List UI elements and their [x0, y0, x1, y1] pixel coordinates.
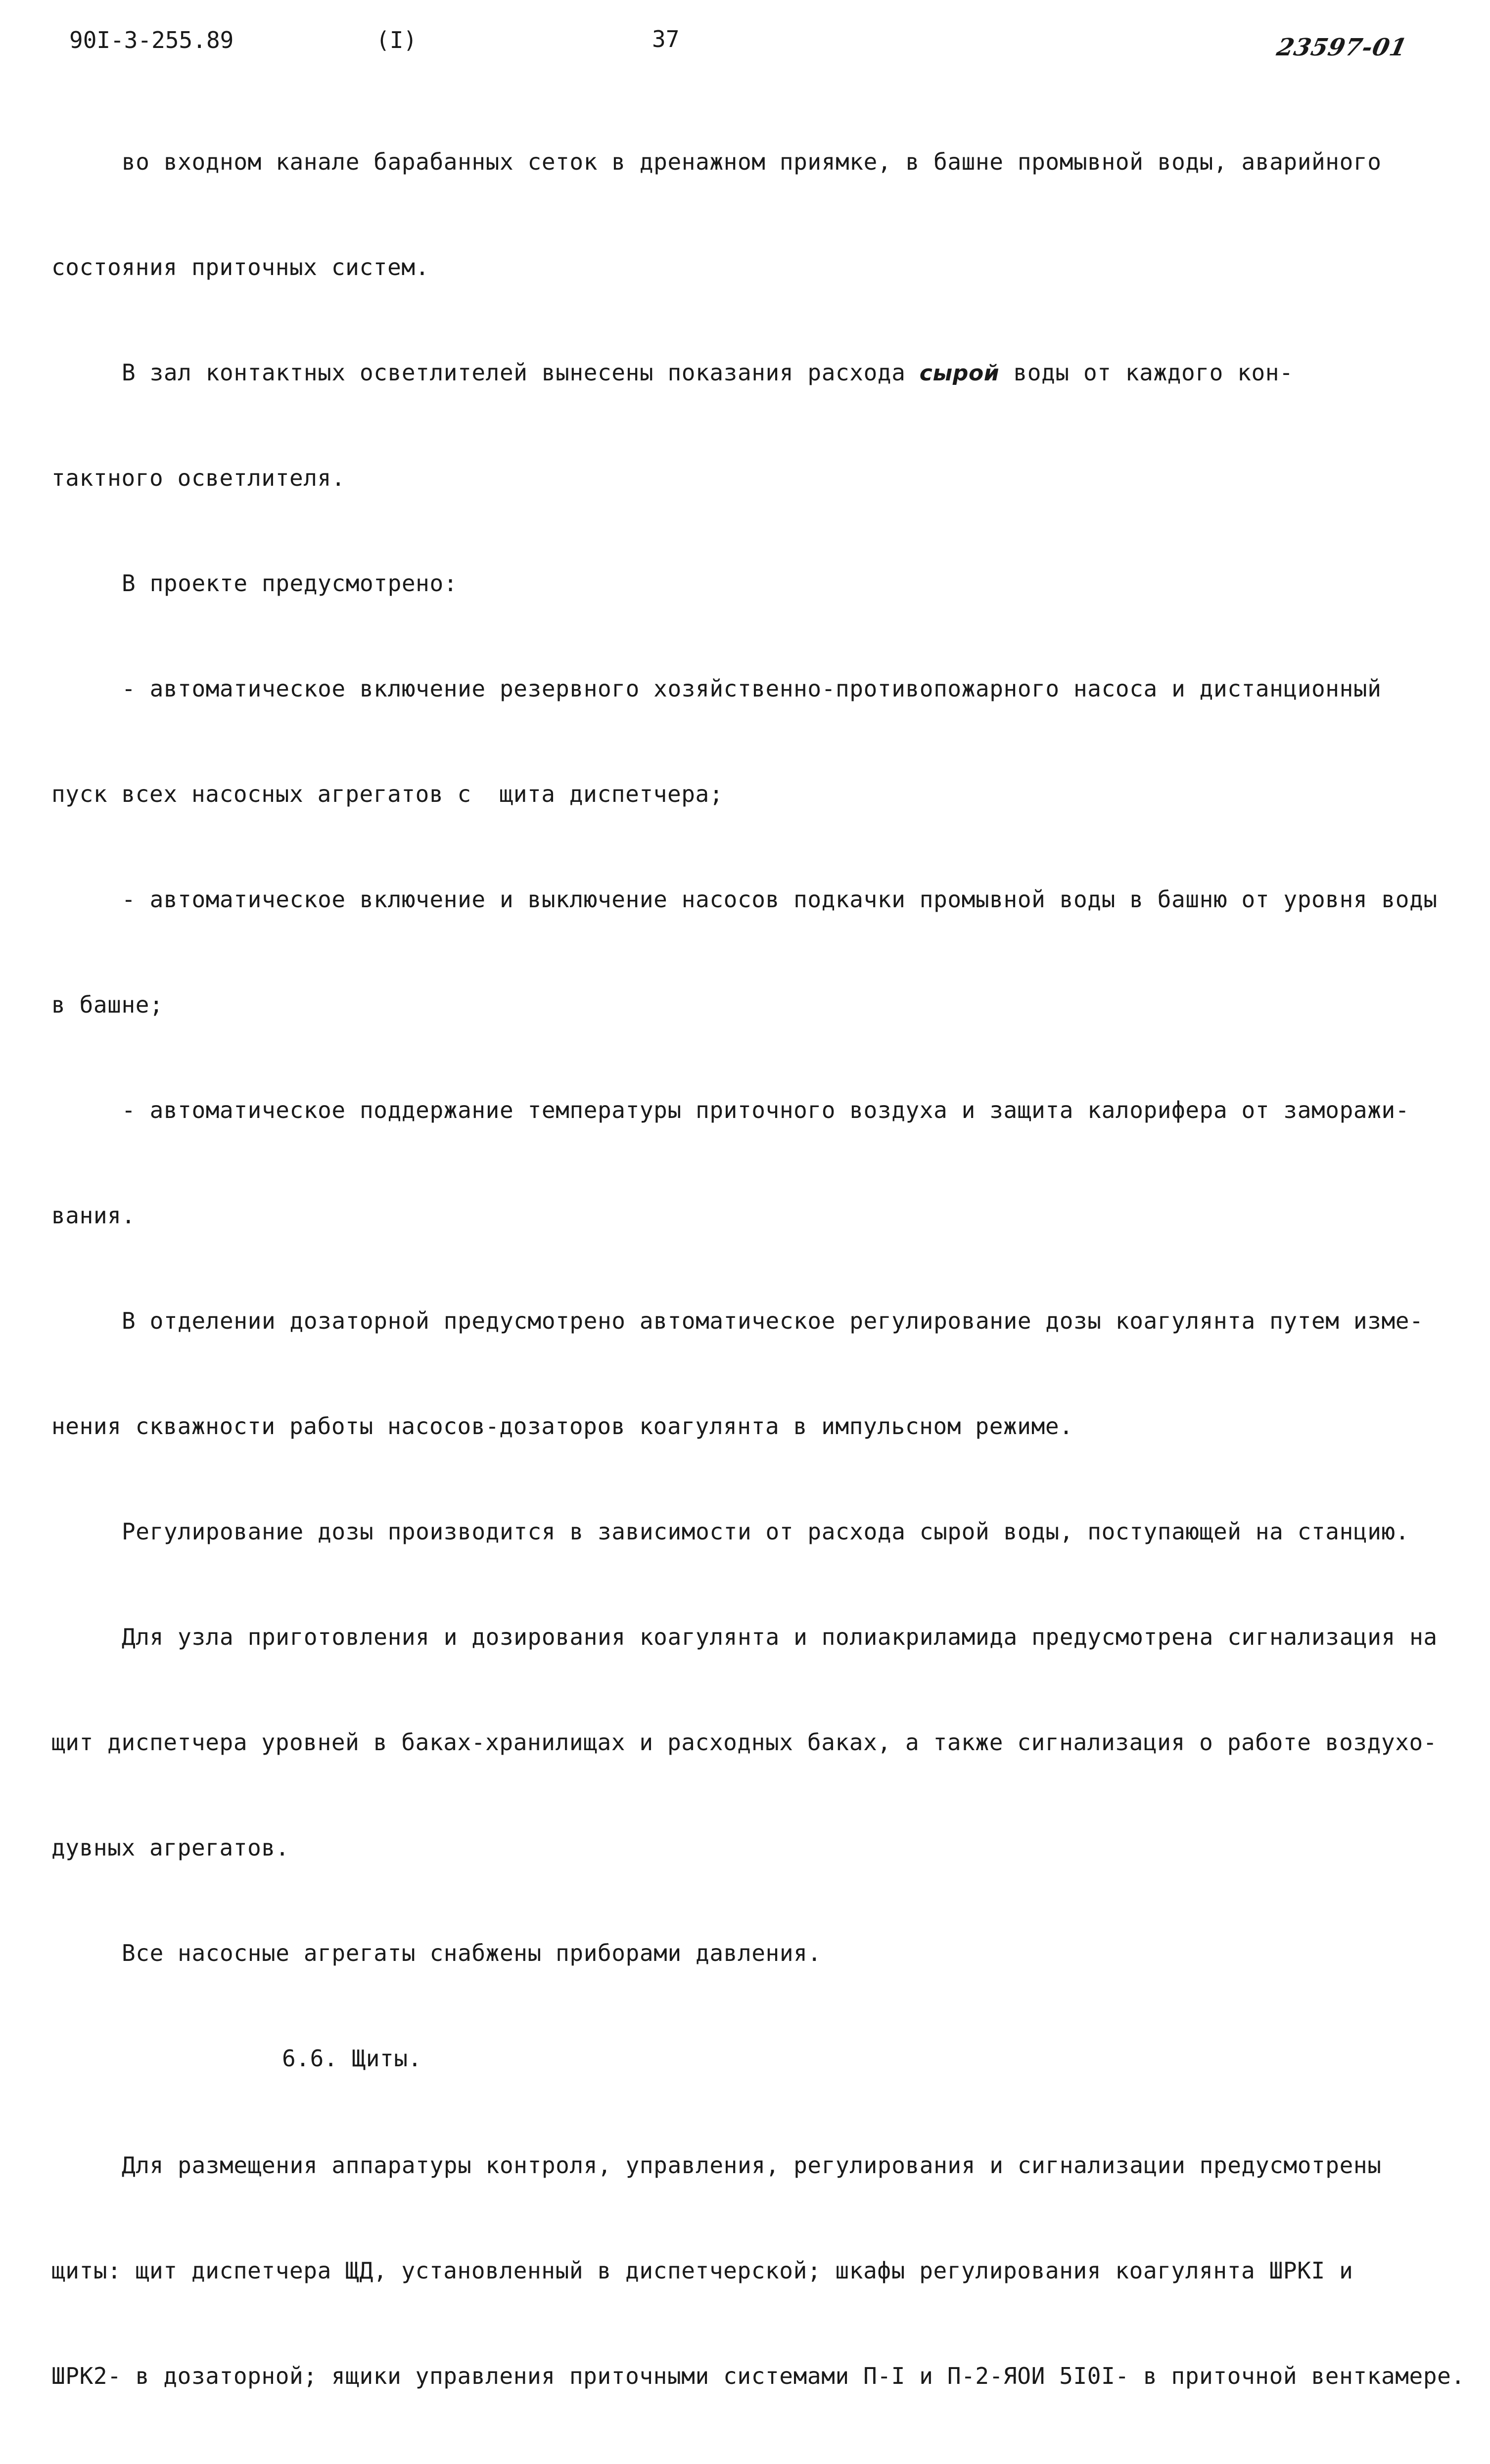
text-line: - автоматическое поддержание температуры приточного воздуха и защита калорифера от заморажи- — [122, 1097, 1410, 1123]
document-part: (I) — [376, 27, 418, 53]
text-line: ШРК2- в дозаторной; ящики управления приточными системами П-I и П-2-ЯОИ 5I0I- в приточной венткамере. — [51, 2363, 1465, 2389]
document-code: 90I-3-255.89 — [69, 27, 234, 53]
text-line: Регулирование дозы производится в зависимости от расхода сырой воды, поступающей на станцию. — [122, 1518, 1410, 1545]
text-line: нения скважности работы насосов-дозаторов коагулянта в импульсном режиме. — [51, 1413, 1073, 1440]
text-line: дувных агрегатов. — [51, 1834, 290, 1861]
text-line: во входном канале барабанных сеток в дренажном приямке, в башне промывной воды, аварийного — [122, 148, 1382, 175]
archive-stamp: 23597-01 — [1274, 34, 1410, 61]
text-line: щит диспетчера уровней в баках-хранилищах и расходных баках, а также сигнализация о работе воздухо- — [51, 1729, 1438, 1756]
text-line: - автоматическое включение и выключение насосов подкачки промывной воды в башню от уровня воды — [122, 886, 1438, 913]
text-line: пуск всех насосных агрегатов с щита диспетчера; — [51, 781, 724, 807]
text-line: в башне; — [51, 991, 164, 1018]
text-line: вания. — [51, 1202, 136, 1229]
text-fragment: воды от каждого кон- — [999, 359, 1294, 386]
text-line: Все насосные агрегаты снабжены приборами давления. — [122, 1940, 822, 1966]
text-line: Для узла приготовления и дозирования коагулянта и полиакриламида предусмотрена сигнализация на — [122, 1624, 1438, 1650]
text-line: тактного осветлителя. — [51, 465, 346, 491]
text-line: состояния приточных систем. — [51, 254, 429, 280]
text-line: - автоматическое включение резервного хозяйственно-противопожарного насоса и дистанционный — [122, 675, 1382, 702]
text-line: щиты: щит диспетчера ЩД, установленный в диспетчерской; шкафы регулирования коагулянта ШРКI и — [51, 2257, 1353, 2284]
section-heading: 6.6. Щиты. — [282, 2045, 422, 2072]
text-line — [51, 355, 1466, 390]
text-fragment: В зал контактных осветлителей вынесены показания расхода — [122, 359, 920, 386]
page-number: 37 — [652, 26, 680, 52]
text-line: Для размещения аппаратуры контроля, управления, регулирования и сигнализации предусмотрены — [122, 2152, 1382, 2179]
handwritten-insert: сырой — [919, 361, 1000, 386]
body-text — [51, 74, 1466, 2464]
text-line: В проекте предусмотрено: — [122, 570, 458, 597]
text-line: В отделении дозаторной предусмотрено автоматическое регулирование дозы коагулянта путем изме- — [122, 1307, 1424, 1334]
